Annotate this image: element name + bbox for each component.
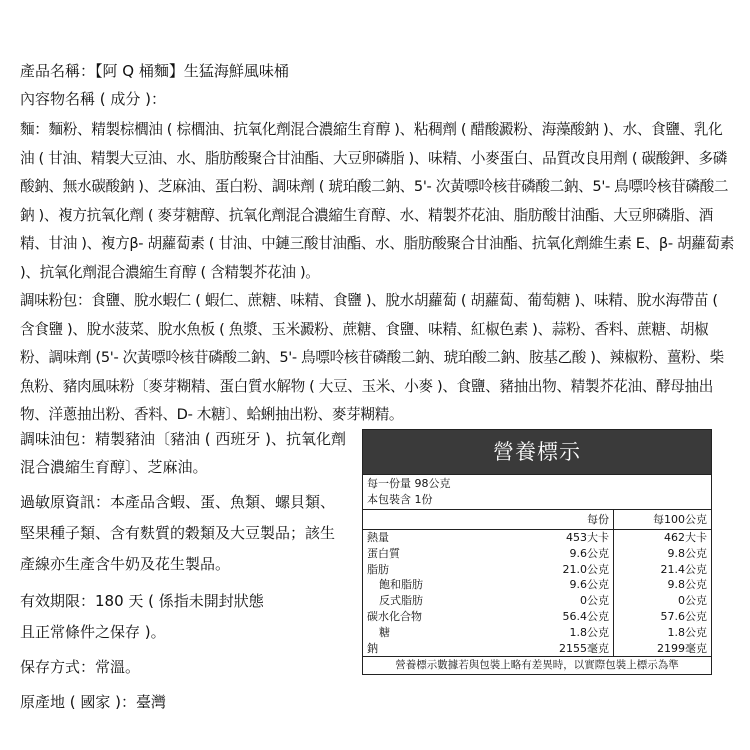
nutrition-column-headers [363,509,711,529]
per-serving-value: 1.8公克 [569,625,609,639]
nutrition-row [363,609,711,625]
per-serving-value: 453大卡 [566,531,609,544]
contents-heading: 內容物名稱 ( 成分 )： [20,90,167,108]
nutrition-row [363,641,711,657]
ingredients-block [20,116,736,430]
product-info-block [20,425,365,717]
serving-info [363,474,711,509]
storage-method: 保存方式：常溫。 [20,658,141,676]
per-serving-value: 0公克 [580,594,609,608]
per-serving-value: 9.6公克 [569,578,609,592]
nutrient-name: 飽和脂肪 [379,578,423,592]
nutrient-name: 碳水化合物 [367,609,422,623]
nutrient-name: 熱量 [367,531,389,544]
nutrition-facts-table [362,429,712,675]
nutrition-rows [363,529,711,656]
nutrient-name: 鈉 [367,641,378,655]
seasoning-powder-ingredients: 調味粉包：食鹽、脫水蝦仁 ( 蝦仁、蔗糖、味精、食鹽 )、脫水胡蘿蔔 ( 胡蘿蔔、葡萄糖 )、味精、脫水海帶苗 ( 含食鹽 )、脫水菠菜、脫水魚板 ( 魚漿、玉米澱粉、蔗糖、食鹽、味精、紅椒色素 )、蒜粉、香料、蔗糖、胡椒粉、調味劑 (5'- 次黃嘌呤核苷磷酸二鈉、5'- 鳥嘌呤核苷磷酸二鈉、琥珀酸二鈉、胺基乙酸 )、辣椒粉、薑粉、柴魚粉、豬肉風味粉〔麥芽糊精、蛋白質水解物 ( 大豆、玉米、小麥 )、食鹽、豬抽出物、精製芥花油、酵母抽出物、洋蔥抽出粉、香料、D- 木糖〕、蛤蜊抽出粉、麥芽糊精。 [20,292,724,423]
nutrition-footnote: 營養標示數據若與包裝上略有差異時，以實際包裝上標示為準 [363,656,711,674]
per-100g-value: 9.8公克 [613,546,711,562]
product-title: 產品名稱：【阿 Q 桶麵】生猛海鮮風味桶 [20,62,289,80]
per-100g-value: 0公克 [613,593,711,609]
allergen-info: 過敏原資訊：本產品含蝦、蛋、魚類、螺貝類、 堅果種子類、含有麩質的穀類及大豆製品；該生 產線亦生產含牛奶及花生製品。 [20,493,336,573]
nutrition-row [363,593,711,609]
nutrition-row [363,577,711,593]
per-serving-value: 9.6公克 [569,546,609,560]
per-serving-value: 21.0公克 [562,562,609,576]
nutrition-row [363,530,711,546]
nutrition-header: 營養標示 [363,430,711,474]
noodle-ingredients: 麵：麵粉、精製棕櫚油 ( 棕櫚油、抗氧化劑混合濃縮生育醇 )、粘稠劑 ( 醋酸澱粉、海藻酸鈉 )、水、食鹽、乳化油 ( 甘油、精製大豆油、水、脂肪酸聚合甘油酯、大豆卵磷脂 )、味精、小麥蛋白、品質改良用劑 ( 碳酸鉀、多磷酸鈉、無水碳酸鈉 )、芝麻油、蛋白粉、調味劑 ( 琥珀酸二鈉、5'- 次黃嘌呤核苷磷酸二鈉、5'- 鳥嘌呤核苷磷酸二鈉 )、複方抗氧化劑 ( 麥芽糖醇、抗氧化劑混合濃縮生育醇、水、精製芥花油、脂肪酸甘油酯、大豆卵磷脂、酒精、甘油 )、複方β- 胡蘿蔔素 ( 甘油、中鏈三酸甘油酯、水、脂肪酸聚合甘油酯、抗氧化劑維生素 E、β- 胡蘿蔔素 )、抗氧化劑混合濃縮生育醇 ( 含精製芥花油 )。 [20,121,735,281]
shelf-life: 有效期限：180 天 ( 係指未開封狀態 且正常條件之保存 )。 [20,592,264,641]
per-serving-value: 2155毫克 [559,641,609,655]
per-100g-value: 57.6公克 [613,609,711,625]
seasoning-oil-ingredients: 調味油包：精製豬油〔豬油 ( 西班牙 )、抗氧化劑 混合濃縮生育醇〕、芝麻油。 [20,430,347,476]
nutrient-name-col [363,510,493,529]
nutrition-row [363,625,711,641]
per-100g-col: 每100公克 [613,510,711,529]
nutrition-row [363,546,711,562]
serving-size: 每一份量 98公克 [367,477,451,490]
per-100g-value: 9.8公克 [613,577,711,593]
nutrient-name: 蛋白質 [367,546,400,560]
per-100g-value: 1.8公克 [613,625,711,641]
nutrient-name: 脂肪 [367,562,389,576]
nutrition-row [363,562,711,578]
servings-per-package: 本包裝含 1份 [367,493,433,506]
per-100g-value: 462大卡 [613,530,711,546]
nutrient-name: 糖 [379,625,390,639]
per-100g-value: 2199毫克 [613,641,711,657]
per-serving-value: 56.4公克 [562,609,609,623]
per-100g-value: 21.4公克 [613,562,711,578]
per-serving-col: 每份 [587,513,609,526]
nutrient-name: 反式脂肪 [379,594,423,608]
country-of-origin: 原產地 ( 國家 )：臺灣 [20,693,167,711]
